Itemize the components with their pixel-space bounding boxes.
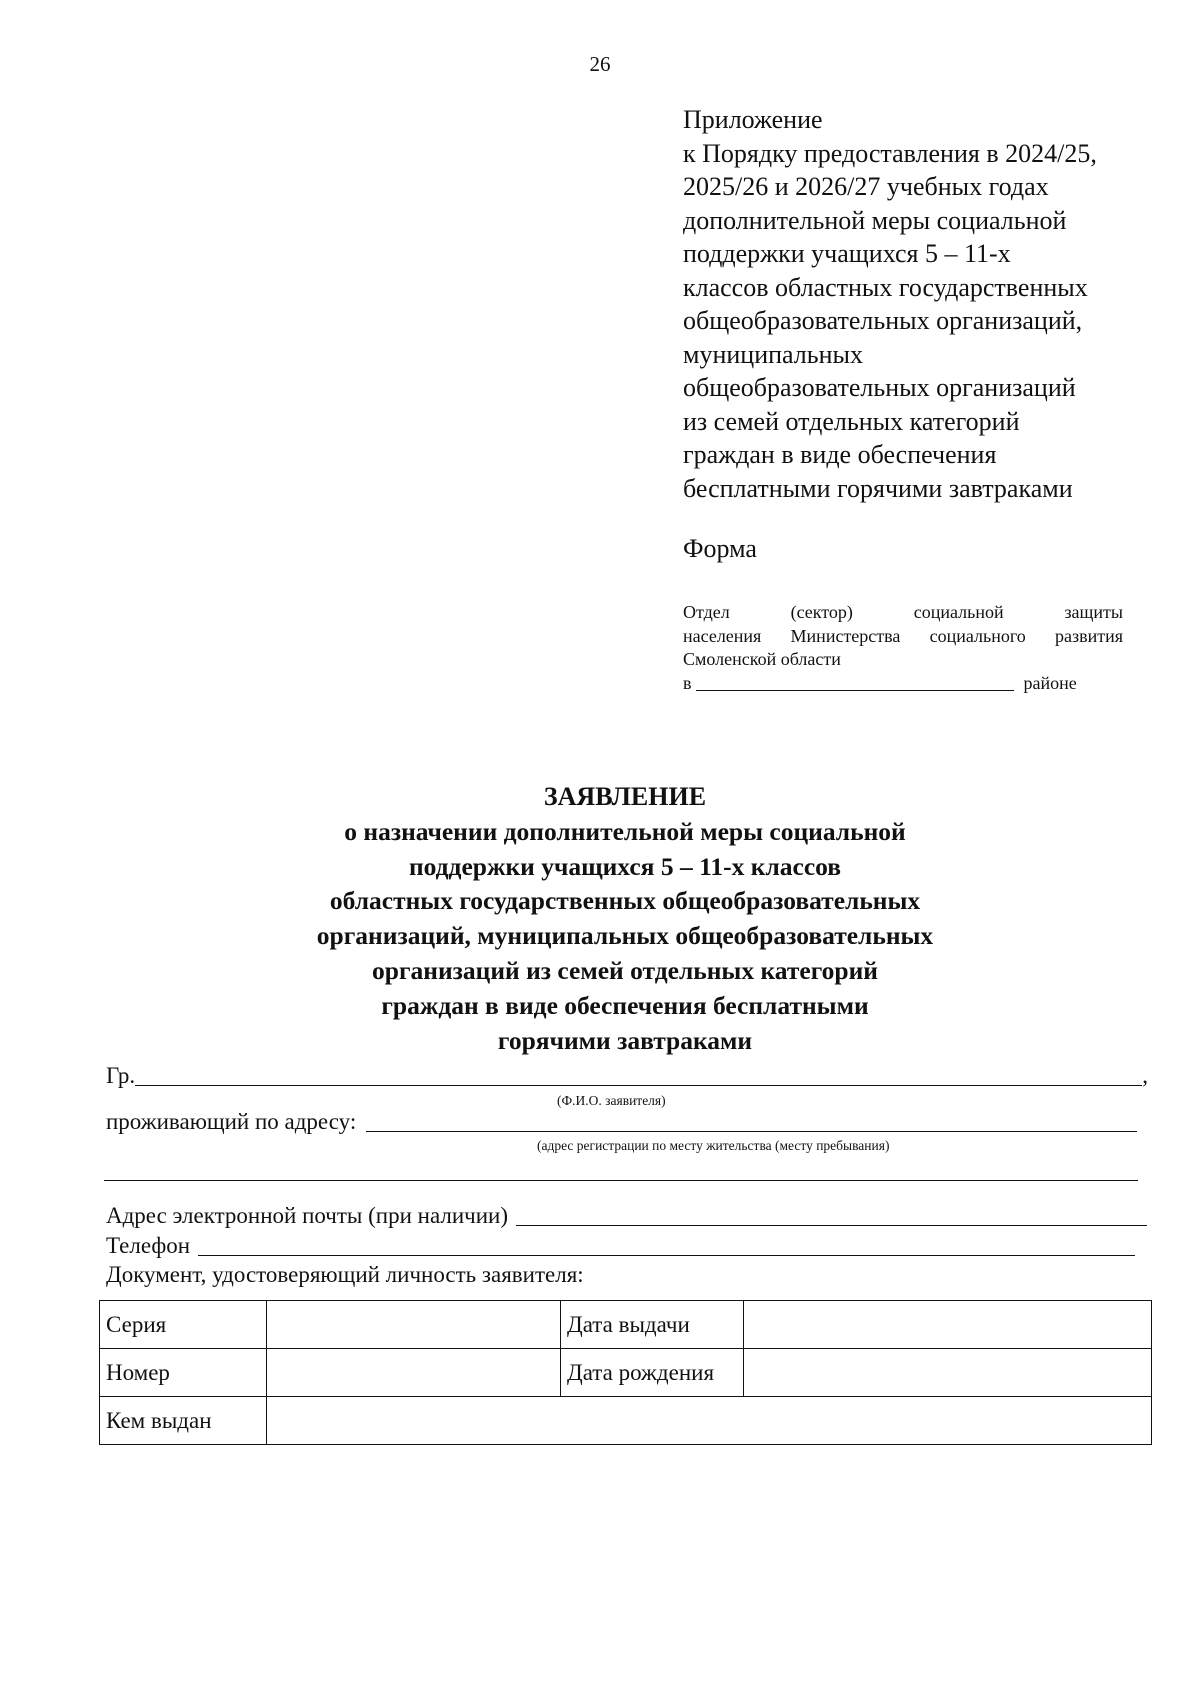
email-label: Адрес электронной почты (при наличии) [106,1203,508,1228]
appendix-line: из семей отдельных категорий [683,406,1020,436]
title-line: о назначении дополнительной меры социальной [344,816,906,846]
district-prefix: в [683,672,692,693]
title-line: поддержки учащихся 5 – 11-х классов [408,851,842,881]
table-row [100,1349,1152,1397]
appendix-line: 2025/26 и 2026/27 учебных годах [683,172,1049,201]
addressee-word: защиты [1064,602,1123,622]
address-row [106,1109,1137,1135]
form-label: Форма [683,534,757,563]
citizen-trailing-comma: , [1142,1063,1148,1088]
number-input[interactable] [267,1349,561,1397]
addressee-word: населения [683,625,762,646]
citizen-name-field[interactable] [135,1065,1142,1086]
address-continuation-field[interactable] [104,1180,1138,1181]
title-line: областных государственных общеобразовательных [329,886,921,916]
citizen-row [106,1063,1148,1089]
birth-date-input[interactable] [744,1349,1152,1397]
page-number: 26 [589,52,611,76]
phone-field[interactable] [198,1235,1135,1256]
title-main: ЗАЯВЛЕНИЕ [543,782,707,811]
appendix-line: поддержки учащихся 5 – 11-х [683,239,1011,268]
document-heading: Документ, удостоверяющий личность заявителя: [106,1262,584,1287]
appendix-line: общеобразовательных организаций [683,373,1076,402]
appendix-line: общеобразовательных организаций, [683,306,1083,335]
addressee-word: Министерства [790,625,901,646]
appendix-line: классов областных государственных [683,272,1088,302]
addressee-word: социальной [913,602,1004,622]
issued-by-label: Кем выдан [100,1397,267,1445]
title-line: горячими завтраками [497,1025,753,1055]
appendix-line: граждан в виде обеспечения [683,440,997,469]
addressee-line-1 [683,601,1123,625]
birth-date-label: Дата рождения [561,1349,744,1397]
issued-by-input[interactable] [267,1397,1152,1445]
district-row [683,672,1123,696]
district-suffix: районе [1023,672,1077,693]
appendix-line: Приложение [683,105,823,134]
application-title [0,780,1200,1058]
phone-label: Телефон [106,1233,191,1258]
appendix-line: дополнительной меры социальной [683,205,1067,235]
table-row [100,1397,1152,1445]
addressee-word: Отдел [683,602,730,622]
number-label: Номер [100,1349,267,1397]
addressee-word: развития [1054,625,1123,646]
appendix-line: муниципальных [683,339,864,369]
series-input[interactable] [267,1301,561,1349]
addressee-line-3: Смоленской области [683,649,841,669]
issue-date-input[interactable] [744,1301,1152,1349]
addressee-word: социального [929,625,1026,646]
email-field[interactable] [516,1205,1147,1226]
address-label: проживающий по адресу: [106,1109,357,1134]
series-label: Серия [100,1301,267,1349]
addressee-word: (сектор) [790,602,853,622]
addressee-block [683,601,1123,695]
title-line: организаций, муниципальных общеобразовательных [316,921,934,951]
appendix-line: к Порядку предоставления в 2024/25, [683,138,1097,168]
title-line: организаций из семей отдельных категорий [372,955,878,985]
appendix-block [683,103,1183,505]
appendix-line: бесплатными горячими завтраками [683,473,1073,503]
email-row [106,1203,1147,1229]
address-caption: (адрес регистрации по месту жительства (месту пребывания) [537,1138,890,1153]
title-line: граждан в виде обеспечения бесплатными [381,990,869,1020]
citizen-label: Гр. [106,1063,136,1088]
address-field[interactable] [366,1111,1137,1132]
identity-document-table [99,1300,1152,1445]
addressee-line-2 [683,625,1123,649]
citizen-caption: (Ф.И.О. заявителя) [557,1093,666,1108]
phone-row [106,1233,1135,1259]
issue-date-label: Дата выдачи [561,1301,744,1349]
district-input-line[interactable] [696,672,1014,691]
table-row [100,1301,1152,1349]
